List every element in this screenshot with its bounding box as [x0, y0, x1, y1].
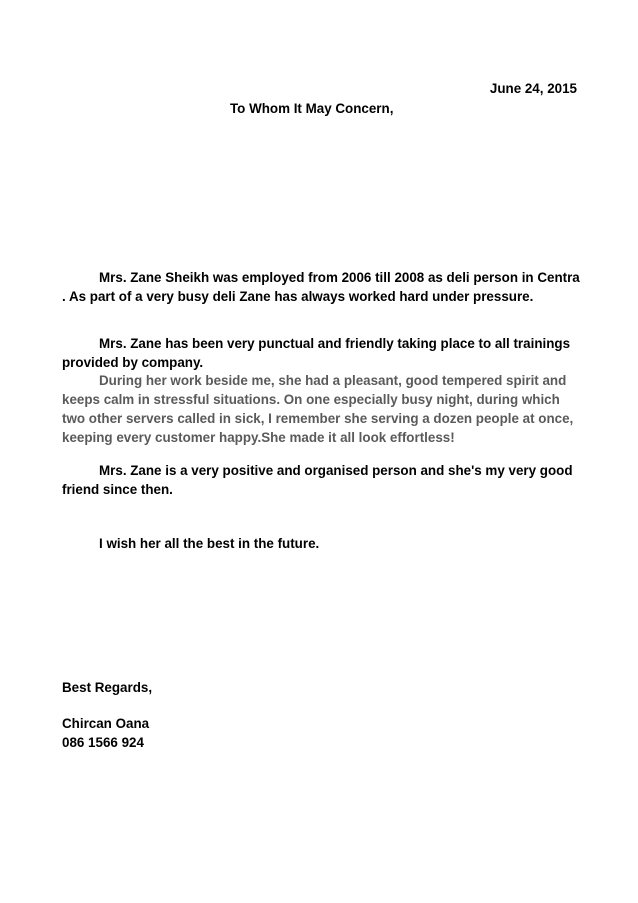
paragraph-text: Mrs. Zane has been very punctual and friendly taking place to all trainings provided by company. — [62, 336, 571, 370]
body-paragraph-work-story — [62, 371, 582, 447]
paragraph-text: Mrs. Zane is a very positive and organised person and she's my very good friend since then. — [62, 463, 573, 497]
body-paragraph-employment — [62, 268, 582, 306]
paragraph-text: During her work beside me, she had a pleasant, good tempered spirit and keeps calm in stressful situations. On one especially busy night, during which two other servers called in sick, I remember she serving a dozen people at once, keeping every customer happy.She made it all look effortless! — [62, 373, 574, 445]
salutation: To Whom It May Concern, — [230, 101, 394, 116]
letter-date: June 24, 2015 — [489, 81, 577, 96]
body-paragraph-punctuality — [62, 334, 582, 372]
signer-name: Chircan Oana — [62, 716, 150, 731]
body-paragraph-personality — [62, 461, 582, 499]
signer-phone: 086 1566 924 — [62, 735, 144, 750]
paragraph-text: Mrs. Zane Sheikh was employed from 2006 till 2008 as deli person in Centra . As part of a very busy deli Zane has always worked hard under pressure. — [62, 270, 580, 304]
sign-off: Best Regards, — [62, 680, 153, 695]
closing-wish: I wish her all the best in the future. — [99, 536, 320, 551]
